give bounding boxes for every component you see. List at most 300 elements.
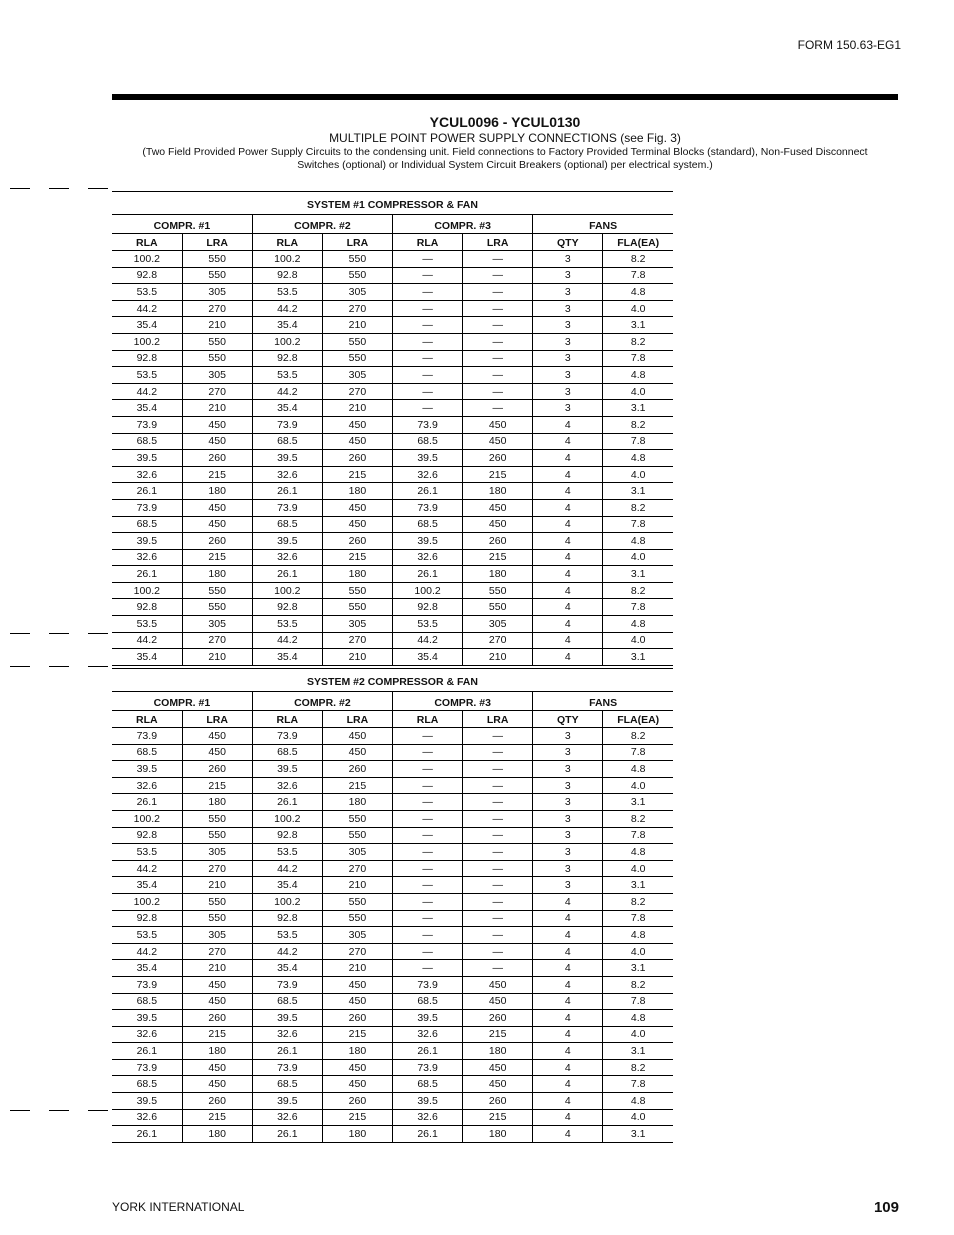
table-cell: 4 <box>533 533 603 550</box>
table-cell: 3.1 <box>603 1126 673 1143</box>
table-cell: 35.4 <box>252 649 322 666</box>
table-cell: 53.5 <box>252 284 322 301</box>
table-cell: — <box>393 844 463 861</box>
table-cell: 215 <box>322 777 392 794</box>
table-cell: 44.2 <box>252 383 322 400</box>
margin-mark <box>10 633 30 634</box>
table-cell: — <box>463 317 533 334</box>
table-row <box>112 993 673 1010</box>
column-header: LRA <box>463 234 533 251</box>
table-cell: — <box>463 844 533 861</box>
table-cell: 4 <box>533 1109 603 1126</box>
table-cell: 8.2 <box>603 1059 673 1076</box>
table-cell: 53.5 <box>252 927 322 944</box>
table-cell: 215 <box>463 1109 533 1126</box>
table-cell: 39.5 <box>112 761 182 778</box>
table-cell: 100.2 <box>112 893 182 910</box>
table-cell: 270 <box>182 860 252 877</box>
table-cell: 100.2 <box>252 251 322 268</box>
table-cell: 3 <box>533 827 603 844</box>
table-cell: 73.9 <box>112 728 182 745</box>
table-cell: 4 <box>533 433 603 450</box>
table-cell: 3 <box>533 350 603 367</box>
table-cell: 270 <box>322 300 392 317</box>
table-cell: 3.1 <box>603 960 673 977</box>
table-cell: 450 <box>463 976 533 993</box>
table-cell: 450 <box>182 728 252 745</box>
table-cell: 39.5 <box>112 1093 182 1110</box>
column-header: LRA <box>322 711 392 728</box>
table-cell: 92.8 <box>112 910 182 927</box>
table-cell: 39.5 <box>252 1093 322 1110</box>
table-cell: 39.5 <box>393 533 463 550</box>
table-cell: 215 <box>322 1026 392 1043</box>
table-cell: 4.8 <box>603 450 673 467</box>
table-cell: 7.8 <box>603 993 673 1010</box>
table-cell: 26.1 <box>112 1043 182 1060</box>
table-cell: 3 <box>533 400 603 417</box>
table-cell: — <box>463 927 533 944</box>
table-row <box>112 566 673 583</box>
table-cell: 450 <box>182 976 252 993</box>
table-cell: — <box>463 777 533 794</box>
table-cell: 305 <box>322 616 392 633</box>
page-number: 109 <box>873 1199 899 1216</box>
table-cell: 8.2 <box>603 499 673 516</box>
table-cell: 215 <box>182 777 252 794</box>
table-cell: 270 <box>182 943 252 960</box>
table-cell: 450 <box>182 516 252 533</box>
table-cell: 550 <box>322 893 392 910</box>
table-cell: 68.5 <box>112 516 182 533</box>
table-cell: 260 <box>322 450 392 467</box>
table-cell: 3.1 <box>603 400 673 417</box>
connection-note-line2: Switches (optional) or Individual System Circuit Breakers (optional) per electrical system.) <box>297 159 713 171</box>
table-cell: 305 <box>182 284 252 301</box>
table-cell: 550 <box>182 910 252 927</box>
table-cell: 35.4 <box>112 649 182 666</box>
table-cell: 68.5 <box>393 1076 463 1093</box>
table-cell: 32.6 <box>252 549 322 566</box>
table-cell: 210 <box>322 877 392 894</box>
table-cell: 450 <box>182 416 252 433</box>
table-cell: 44.2 <box>112 632 182 649</box>
table-cell: 550 <box>322 910 392 927</box>
table-cell: 39.5 <box>393 450 463 467</box>
table-cell: 210 <box>322 960 392 977</box>
table-cell: 4 <box>533 976 603 993</box>
table-cell: 92.8 <box>252 350 322 367</box>
table-cell: 4.0 <box>603 860 673 877</box>
table-cell: 3 <box>533 794 603 811</box>
table-cell: 550 <box>322 582 392 599</box>
table-cell: — <box>463 827 533 844</box>
table-row <box>112 433 673 450</box>
table-cell: 550 <box>322 267 392 284</box>
table-cell: 7.8 <box>603 910 673 927</box>
table-row <box>112 251 673 268</box>
table-cell: 3 <box>533 317 603 334</box>
table-row <box>112 927 673 944</box>
table-cell: 4 <box>533 1059 603 1076</box>
table-cell: 550 <box>322 251 392 268</box>
table-cell: 4 <box>533 960 603 977</box>
table-row <box>112 893 673 910</box>
table-cell: 4 <box>533 466 603 483</box>
table-cell: — <box>393 400 463 417</box>
table-cell: — <box>463 383 533 400</box>
table-cell: — <box>393 794 463 811</box>
margin-mark <box>49 633 69 634</box>
table-cell: 215 <box>182 1026 252 1043</box>
table-cell: — <box>463 728 533 745</box>
table-cell: 450 <box>463 433 533 450</box>
table-cell: 26.1 <box>252 794 322 811</box>
table-cell: 39.5 <box>252 533 322 550</box>
table-cell: 32.6 <box>112 466 182 483</box>
table-cell: — <box>463 960 533 977</box>
table-cell: — <box>393 893 463 910</box>
table-cell: 215 <box>182 1109 252 1126</box>
table-cell: 260 <box>463 450 533 467</box>
table-cell: 4 <box>533 1010 603 1027</box>
page-subtitle: MULTIPLE POINT POWER SUPPLY CONNECTIONS (see Fig. 3) <box>329 131 681 145</box>
table-cell: 450 <box>182 1059 252 1076</box>
table-cell: 44.2 <box>112 300 182 317</box>
table-row <box>112 649 673 666</box>
column-group-header: COMPR. #3 <box>393 692 533 711</box>
table-cell: 53.5 <box>252 844 322 861</box>
table-cell: 7.8 <box>603 744 673 761</box>
table-cell: — <box>393 267 463 284</box>
table-row <box>112 599 673 616</box>
table-cell: 4.8 <box>603 367 673 384</box>
table-cell: 68.5 <box>112 1076 182 1093</box>
table-cell: 53.5 <box>112 844 182 861</box>
table-cell: — <box>463 860 533 877</box>
table-cell: 7.8 <box>603 433 673 450</box>
table-cell: 26.1 <box>252 1043 322 1060</box>
table-cell: 32.6 <box>112 1109 182 1126</box>
table-cell: 260 <box>322 1010 392 1027</box>
table-row <box>112 960 673 977</box>
table-cell: — <box>393 943 463 960</box>
table-cell: 26.1 <box>393 1126 463 1143</box>
table-cell: 4.8 <box>603 284 673 301</box>
column-header: LRA <box>463 711 533 728</box>
margin-mark <box>10 1110 30 1111</box>
table-cell: — <box>463 267 533 284</box>
table-cell: 210 <box>182 649 252 666</box>
table-cell: 4 <box>533 616 603 633</box>
table-row <box>112 860 673 877</box>
table-row <box>112 744 673 761</box>
table-cell: 4 <box>533 566 603 583</box>
table-cell: — <box>393 333 463 350</box>
table-cell: 7.8 <box>603 1076 673 1093</box>
table-cell: 260 <box>463 1010 533 1027</box>
column-header: LRA <box>182 711 252 728</box>
table-cell: — <box>463 284 533 301</box>
column-header: LRA <box>322 234 392 251</box>
table-cell: 180 <box>182 1126 252 1143</box>
table-cell: 210 <box>322 649 392 666</box>
table-cell: 4.8 <box>603 1010 673 1027</box>
table-row <box>112 1076 673 1093</box>
table-cell: 92.8 <box>112 350 182 367</box>
table-cell: 3.1 <box>603 877 673 894</box>
table-row <box>112 549 673 566</box>
table-cell: 450 <box>463 516 533 533</box>
column-group-header: COMPR. #2 <box>252 692 392 711</box>
table-cell: 35.4 <box>112 400 182 417</box>
table-cell: 26.1 <box>112 483 182 500</box>
column-header: QTY <box>533 234 603 251</box>
table-cell: — <box>393 927 463 944</box>
table-cell: 68.5 <box>252 744 322 761</box>
table-cell: 73.9 <box>393 976 463 993</box>
table-cell: 3 <box>533 844 603 861</box>
table-cell: — <box>463 910 533 927</box>
table-cell: 4.0 <box>603 300 673 317</box>
table-cell: 32.6 <box>393 466 463 483</box>
table-cell: 270 <box>182 383 252 400</box>
table-cell: 35.4 <box>112 877 182 894</box>
table-cell: 4 <box>533 582 603 599</box>
table-cell: 73.9 <box>393 499 463 516</box>
table-cell: — <box>463 333 533 350</box>
table-cell: 450 <box>322 1076 392 1093</box>
table-cell: 39.5 <box>112 450 182 467</box>
table-cell: 270 <box>322 860 392 877</box>
table-cell: 305 <box>182 844 252 861</box>
table-row <box>112 383 673 400</box>
table-cell: 3 <box>533 728 603 745</box>
table-cell: — <box>393 383 463 400</box>
table-row <box>112 466 673 483</box>
table-cell: 450 <box>463 499 533 516</box>
table-cell: — <box>393 350 463 367</box>
table-cell: 450 <box>322 744 392 761</box>
table-cell: 210 <box>463 649 533 666</box>
table-cell: 180 <box>182 483 252 500</box>
table-cell: 550 <box>182 251 252 268</box>
table-cell: 4.8 <box>603 533 673 550</box>
margin-mark <box>10 666 30 667</box>
column-header: FLA(EA) <box>603 711 673 728</box>
table-cell: — <box>463 810 533 827</box>
table-row <box>112 317 673 334</box>
table-cell: 35.4 <box>252 960 322 977</box>
table-cell: 3 <box>533 251 603 268</box>
table-cell: 73.9 <box>252 1059 322 1076</box>
table-row <box>112 810 673 827</box>
table-cell: 3.1 <box>603 1043 673 1060</box>
top-rule <box>112 94 898 100</box>
table-cell: 180 <box>322 483 392 500</box>
table-cell: 4 <box>533 893 603 910</box>
table-cell: — <box>463 400 533 417</box>
table-cell: 44.2 <box>112 860 182 877</box>
table-row <box>112 267 673 284</box>
table-cell: 3 <box>533 367 603 384</box>
table-cell: 100.2 <box>112 251 182 268</box>
table-row <box>112 777 673 794</box>
column-header: RLA <box>393 234 463 251</box>
table-cell: 450 <box>322 416 392 433</box>
table-row <box>112 1043 673 1060</box>
table-cell: 4.0 <box>603 632 673 649</box>
table-cell: 260 <box>182 761 252 778</box>
table-cell: 4.8 <box>603 1093 673 1110</box>
table-cell: 26.1 <box>252 1126 322 1143</box>
table-cell: — <box>463 761 533 778</box>
table-cell: 32.6 <box>112 549 182 566</box>
table-title: SYSTEM #2 COMPRESSOR & FAN <box>112 669 673 692</box>
column-header: LRA <box>182 234 252 251</box>
table-cell: 44.2 <box>252 300 322 317</box>
table-cell: 100.2 <box>252 810 322 827</box>
table-cell: 180 <box>463 566 533 583</box>
table-cell: 100.2 <box>393 582 463 599</box>
table-row <box>112 1093 673 1110</box>
table-cell: 39.5 <box>112 533 182 550</box>
table-cell: 44.2 <box>252 632 322 649</box>
table-cell: 4.8 <box>603 616 673 633</box>
table-cell: 270 <box>322 383 392 400</box>
table-cell: 260 <box>463 1093 533 1110</box>
table-cell: 32.6 <box>252 1026 322 1043</box>
table-cell: 215 <box>322 466 392 483</box>
table-cell: 53.5 <box>112 367 182 384</box>
table-cell: 305 <box>322 284 392 301</box>
table-cell: — <box>393 761 463 778</box>
table-cell: 550 <box>322 810 392 827</box>
table-row <box>112 516 673 533</box>
table-row <box>112 1059 673 1076</box>
table-cell: 53.5 <box>252 367 322 384</box>
table-cell: 450 <box>463 1076 533 1093</box>
page-title: YCUL0096 - YCUL0130 <box>429 114 581 130</box>
table-row <box>112 367 673 384</box>
table-cell: 68.5 <box>252 516 322 533</box>
system-1-table <box>112 191 673 666</box>
table-cell: 4.8 <box>603 844 673 861</box>
table-cell: 215 <box>182 549 252 566</box>
margin-mark <box>88 666 108 667</box>
table-cell: 8.2 <box>603 893 673 910</box>
table-row <box>112 943 673 960</box>
table-row <box>112 761 673 778</box>
table-cell: 7.8 <box>603 599 673 616</box>
table-cell: 4 <box>533 993 603 1010</box>
table-cell: 39.5 <box>112 1010 182 1027</box>
table-cell: 3 <box>533 267 603 284</box>
table-cell: 44.2 <box>393 632 463 649</box>
table-cell: 3 <box>533 744 603 761</box>
table-cell: 215 <box>322 549 392 566</box>
table-cell: 550 <box>182 267 252 284</box>
margin-mark <box>49 666 69 667</box>
table-cell: 8.2 <box>603 976 673 993</box>
table-cell: 260 <box>182 1093 252 1110</box>
form-number: FORM 150.63-EG1 <box>797 38 901 52</box>
table-cell: 100.2 <box>252 582 322 599</box>
table-row <box>112 616 673 633</box>
table-cell: 92.8 <box>252 910 322 927</box>
table-cell: — <box>393 910 463 927</box>
table-cell: 4 <box>533 927 603 944</box>
table-cell: 450 <box>322 433 392 450</box>
table-cell: 3 <box>533 284 603 301</box>
table-row <box>112 416 673 433</box>
margin-mark <box>88 188 108 189</box>
table-cell: 32.6 <box>252 1109 322 1126</box>
table-cell: — <box>393 860 463 877</box>
table-cell: 44.2 <box>112 943 182 960</box>
table-cell: 210 <box>322 317 392 334</box>
table-cell: 210 <box>182 877 252 894</box>
table-cell: 260 <box>182 533 252 550</box>
table-cell: 270 <box>322 632 392 649</box>
table-cell: — <box>393 728 463 745</box>
table-cell: — <box>463 367 533 384</box>
table-cell: 68.5 <box>112 744 182 761</box>
table-cell: 8.2 <box>603 416 673 433</box>
table-cell: 305 <box>182 367 252 384</box>
table-row <box>112 794 673 811</box>
table-cell: 44.2 <box>112 383 182 400</box>
table-cell: 53.5 <box>393 616 463 633</box>
table-cell: 260 <box>322 533 392 550</box>
table-cell: 4.8 <box>603 927 673 944</box>
table-cell: 260 <box>182 450 252 467</box>
table-cell: — <box>463 251 533 268</box>
table-cell: 53.5 <box>112 284 182 301</box>
table-cell: — <box>393 960 463 977</box>
table-cell: 44.2 <box>252 943 322 960</box>
table-cell: 7.8 <box>603 350 673 367</box>
table-cell: 73.9 <box>252 416 322 433</box>
column-group-header: COMPR. #1 <box>112 215 252 234</box>
table-cell: 550 <box>322 350 392 367</box>
table-cell: 550 <box>182 599 252 616</box>
table-cell: 550 <box>322 827 392 844</box>
table-cell: 550 <box>182 350 252 367</box>
table-row <box>112 1010 673 1027</box>
table-cell: — <box>463 943 533 960</box>
table-cell: 4 <box>533 416 603 433</box>
table-cell: — <box>463 893 533 910</box>
column-header: RLA <box>112 234 182 251</box>
table-row <box>112 844 673 861</box>
table-cell: 550 <box>182 893 252 910</box>
table-cell: 32.6 <box>252 777 322 794</box>
table-row <box>112 976 673 993</box>
table-cell: 35.4 <box>393 649 463 666</box>
table-cell: 26.1 <box>393 483 463 500</box>
table-cell: 450 <box>322 1059 392 1076</box>
table-cell: 180 <box>322 794 392 811</box>
table-cell: 450 <box>182 993 252 1010</box>
table-cell: 260 <box>182 1010 252 1027</box>
table-row <box>112 1026 673 1043</box>
table-cell: 180 <box>322 1043 392 1060</box>
table-row <box>112 1109 673 1126</box>
table-cell: 92.8 <box>252 827 322 844</box>
table-row <box>112 533 673 550</box>
table-cell: 260 <box>322 1093 392 1110</box>
